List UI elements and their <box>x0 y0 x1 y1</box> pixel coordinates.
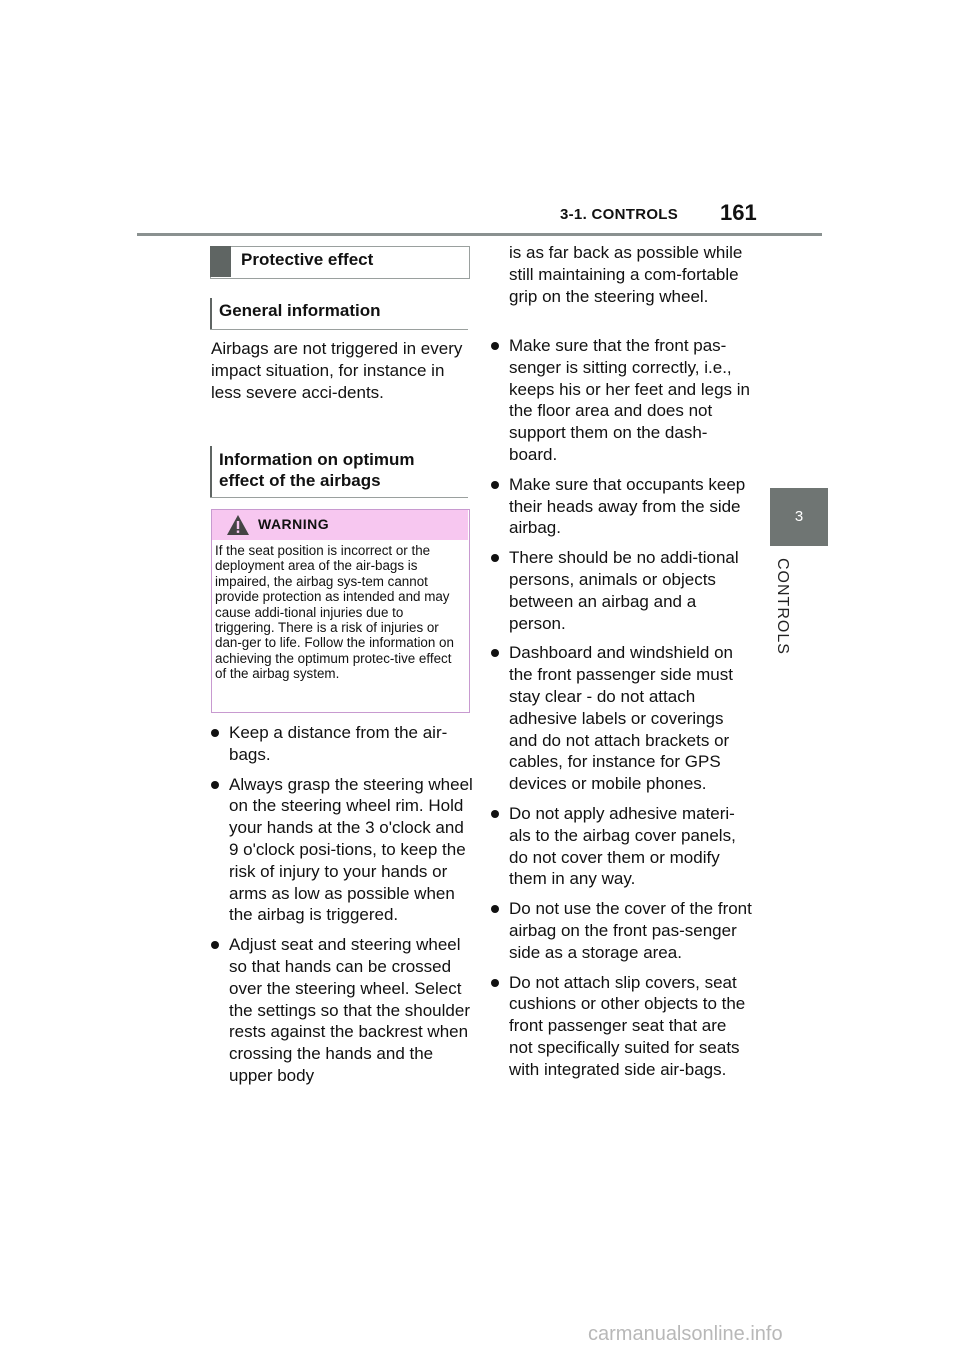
bullet-icon <box>211 781 219 789</box>
header-rule <box>137 233 822 236</box>
list-item: Do not use the cover of the front airbag on the front pas-senger side as a storage area. <box>491 898 753 963</box>
list-item: Make sure that the front pas-senger is sitting correctly, i.e., keeps his or her feet and legs in the floor area and does not support them on the dash-board. <box>491 335 753 466</box>
section-title: 3-1. CONTROLS <box>560 206 679 223</box>
bullet-list-right <box>491 335 753 1089</box>
list-item: Adjust seat and steering wheel so that hands can be crossed over the steering wheel. Select the settings so that the shoulder rests against the backrest when crossing the hands and the upper body <box>211 934 473 1087</box>
list-item: There should be no addi-tional persons, animals or objects between an airbag and a person. <box>491 547 753 634</box>
warning-triangle-icon <box>226 514 250 541</box>
subheading-underline <box>210 329 468 330</box>
page-number: 161 <box>720 200 757 225</box>
warning-title: WARNING <box>258 516 330 532</box>
chapter-tab-number: 3 <box>794 508 804 525</box>
heading-general-information: General information <box>219 301 381 320</box>
bullet-icon <box>491 554 499 562</box>
bullet-icon <box>211 729 219 737</box>
list-item: Dashboard and windshield on the front passenger side must stay clear - do not attach adhesive labels or coverings and do not attach brackets or cables, for instance for GPS devices or mobile phones. <box>491 642 753 795</box>
list-item: Do not attach slip covers, seat cushions or other objects to the front passenger seat that are not specifically suited for seats with integrated side air-bags. <box>491 972 753 1081</box>
bullet-list-left <box>211 722 473 1095</box>
heading-protective-effect: Protective effect <box>241 250 374 269</box>
list-item: Always grasp the steering wheel on the steering wheel rim. Hold your hands at the 3 o'clock and 9 o'clock posi-tions, to keep the risk of injury to your hands or arms as low as possible when the airbag is triggered. <box>211 774 473 927</box>
general-information-paragraph: Airbags are not triggered in every impact situation, for instance in less severe acci-dents. <box>211 339 463 402</box>
bullet-icon <box>491 810 499 818</box>
subheading-bar <box>210 298 212 330</box>
continued-paragraph: is as far back as possible while still maintaining a com-fortable grip on the steering wheel. <box>509 243 743 306</box>
chapter-side-label: CONTROLS <box>774 558 791 655</box>
bullet-icon <box>491 905 499 913</box>
heading-optimum-effect: Information on optimum effect of the airbags <box>219 450 415 490</box>
bullet-icon <box>491 649 499 657</box>
heading-bar <box>210 246 231 277</box>
footer-watermark[interactable]: carmanualsonline.info <box>588 1323 783 1345</box>
list-item: Make sure that occupants keep their heads away from the side airbag. <box>491 474 753 539</box>
bullet-icon <box>491 342 499 350</box>
subheading-underline <box>210 497 468 498</box>
bullet-icon <box>491 979 499 987</box>
subheading-bar <box>210 446 212 498</box>
list-item: Do not apply adhesive materi-als to the airbag cover panels, do not cover them or modify them in any way. <box>491 803 753 890</box>
bullet-icon <box>211 941 219 949</box>
warning-text: If the seat position is incorrect or the deployment area of the air-bags is impaired, the airbag sys-tem cannot provide protection as intended and may cause addi-tional injuries due to triggering. There is a risk of injuries or dan-ger to life. Follow the information on achieving the optimum protec-tive effect of the airbag system. <box>215 543 454 682</box>
list-item: Keep a distance from the air-bags. <box>211 722 473 766</box>
warning-header <box>212 510 468 540</box>
bullet-icon <box>491 481 499 489</box>
